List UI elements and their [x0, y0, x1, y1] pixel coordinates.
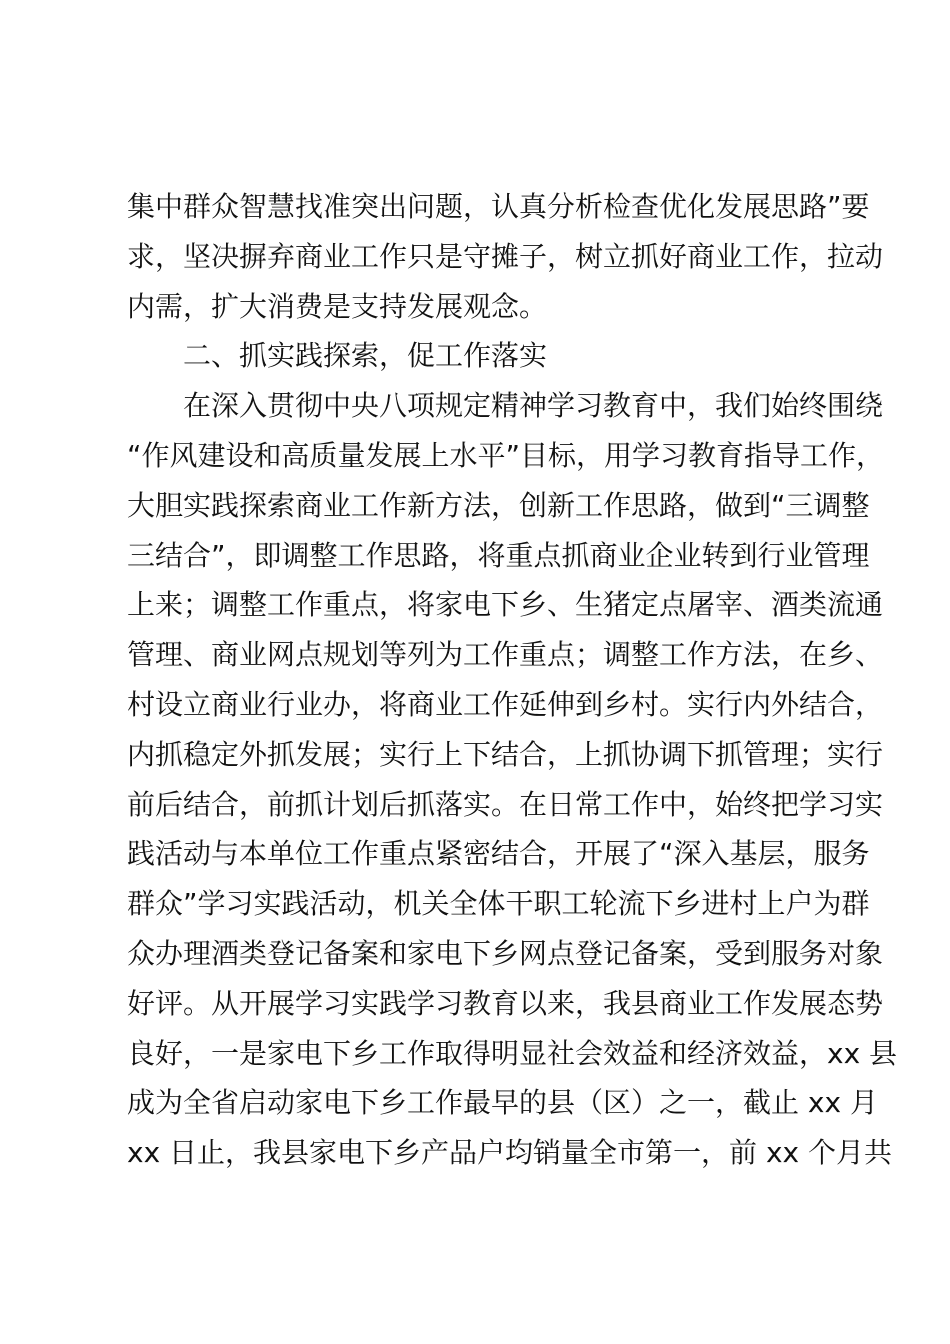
text-line: 集中群众智慧找准突出问题，认真分析检查优化发展思路”要 [127, 190, 870, 223]
text-line: 内抓稳定外抓发展；实行上下结合，上抓协调下抓管理；实行 [127, 737, 884, 771]
text-line: 好评。从开展学习实践学习教育以来，我县商业工作发展态势 [127, 986, 884, 1020]
text-line: “作风建设和高质量发展上水平”目标，用学习教育指导工作， [127, 438, 885, 472]
text-line: 求，坚决摒弃商业工作只是守摊子，树立抓好商业工作，拉动 [127, 239, 884, 273]
text-line: 群众”学习实践活动，机关全体干职工轮流下乡进村上户为群 [127, 887, 870, 921]
paragraph-first-line: 在深入贯彻中央八项规定精神学习教育中，我们始终围绕 [183, 389, 884, 423]
text-line: 践活动与本单位工作重点紧密结合，开展了“深入基层，服务 [127, 837, 870, 871]
document-body [127, 182, 898, 1178]
text-line: 管理、商业网点规划等列为工作重点；调整工作方法，在乡、 [127, 638, 884, 672]
section-heading: 二、抓实践探索，促工作落实 [183, 339, 548, 373]
text-line: xx 日止，我县家电下乡产品户均销量全市第一，前 xx 个月共 [127, 1136, 892, 1170]
text-line: 众办理酒类登记备案和家电下乡网点登记备案，受到服务对象 [127, 936, 884, 970]
text-line: 内需，扩大消费是支持发展观念。 [127, 289, 548, 323]
text-line: 成为全省启动家电下乡工作最早的县（区）之一，截止 xx 月 [127, 1086, 878, 1120]
text-line: 三结合”，即调整工作思路，将重点抓商业企业转到行业管理 [127, 538, 870, 572]
text-line: 大胆实践探索商业工作新方法，创新工作思路，做到“三调整 [127, 488, 870, 522]
text-line: 村设立商业行业办，将商业工作延伸到乡村。实行内外结合， [127, 687, 884, 721]
text-line: 前后结合，前抓计划后抓落实。在日常工作中，始终把学习实 [127, 787, 884, 821]
text-line: 良好，一是家电下乡工作取得明显社会效益和经济效益，xx 县 [127, 1036, 898, 1070]
text-line: 上来；调整工作重点，将家电下乡、生猪定点屠宰、酒类流通 [127, 588, 884, 622]
